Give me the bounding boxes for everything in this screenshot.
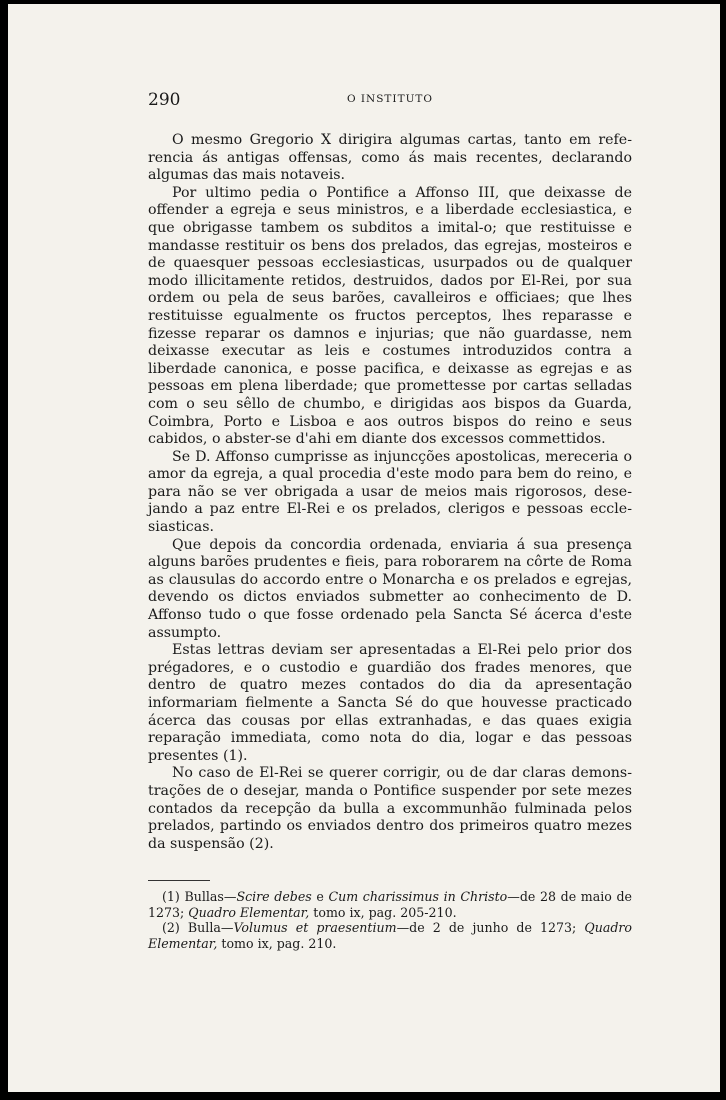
body-text xyxy=(148,132,632,853)
book-page xyxy=(8,4,720,1092)
footnote-marker: (1) Bullas— xyxy=(162,889,237,904)
page-number: 290 xyxy=(148,90,181,110)
footnote-title: Scire debes xyxy=(236,889,312,904)
paragraph: Estas lettras deviam ser apresentadas a El-Rei pelo prior dos prégadores, e o custodio e guardião dos frades menores, que dentro de quatro mezes contados do dia da apresentação informariam fielmente a Sancta Sé do que houvesse practicado ácerca das cousas por ellas extranhadas, e das quaes exigia reparação immediata, como nota do dia, logar e das pessoas presentes (1). xyxy=(148,642,632,764)
running-title: O INSTITUTO xyxy=(346,93,434,105)
page-header xyxy=(148,90,632,114)
footnote-marker: (2) Bulla— xyxy=(162,920,234,936)
paragraph: No caso de El-Rei se querer corrigir, ou de dar claras demonstrações de o desejar, manda o Pontifice suspender por sete mezes contados da recepção da bulla a excommunhão fulminada pelos prelados, partindo os enviados dentro dos primeiros quatro mezes da suspensão (2). xyxy=(148,765,632,852)
footnote-source: Quadro Elementar, xyxy=(188,904,310,920)
footnote-title: Cum charissimus in Christo xyxy=(328,889,508,904)
footnote-date: —de 28 de maio de 1273; xyxy=(148,889,632,920)
footnote-rule xyxy=(148,880,210,881)
page-content xyxy=(148,90,632,853)
paragraph: Que depois da concordia ordenada, enviaria á sua presença alguns barões prudentes e fieis, para roborarem na côrte de Roma as clausulas do accordo entre o Monarcha e os prelados e egrejas, devendo os dictos enviados submetter ao conhecimento de D. Affonso tudo o que fosse ordenado pela Sancta Sé ácerca d'este assumpto. xyxy=(148,536,632,641)
footnote-reference: tomo ix, pag. 210. xyxy=(217,935,337,951)
footnote-source: Quadro Elementar, xyxy=(148,920,632,951)
paragraph: Por ultimo pedia o Pontifice a Affonso III, que deixasse de offender a egreja e seus ministros, e a liberdade ecclesiastica, e que obrigasse tambem os subditos a imital-o; que restituisse e mandasse restituir os bens dos prelados, das egrejas, mosteiros e de quaesquer pessoas ecclesiasticas, usurpados ou de qualquer modo illicitamente retidos, destruidos, dados por El-Rei, por sua ordem ou pela de seus barões, cavalleiros e officiaes; que lhes restituisse egualmente os fructos perceptos, lhes reparasse e fizesse reparar os damnos e injurias; que não guardasse, nem deixasse executar as leis e costumes introduzidos contra a liberdade canonica, e posse pacifica, e deixasse as egrejas e as pessoas em plena liberdade; que promettesse por cartas selladas com o seu sêllo de chumbo, e dirigidas aos bispos da Guarda, Coimbra, Porto e Lisboa e aos outros bispos do reino e seus cabidos, o abster-se d'ahi em diante dos excessos commettidos. xyxy=(148,184,632,448)
footnote-reference: tomo ix, pag. 205-210. xyxy=(309,904,457,920)
footnotes xyxy=(148,880,632,951)
footnote-conjunction: e xyxy=(311,889,329,904)
paragraph: Se D. Affonso cumprisse as injuncções apostolicas, mereceria o amor da egreja, a qual procedia d'este modo para bem do reino, e para não se ver obrigada a usar de meios mais rigorosos, desejando a paz entre El-Rei e os prelados, clerigos e pessoas ecclesiasticas. xyxy=(148,448,632,536)
footnote-title: Volumus et praesentium xyxy=(233,920,397,936)
footnote-2 xyxy=(148,920,632,951)
paragraph: O mesmo Gregorio X dirigira algumas cartas, tanto em referencia ás antigas offensas, como ás mais recentes, declarando algumas das mais notaveis. xyxy=(148,132,632,184)
footnote-1 xyxy=(148,889,632,920)
footnote-date: —de 2 de junho de 1273; xyxy=(396,920,585,936)
